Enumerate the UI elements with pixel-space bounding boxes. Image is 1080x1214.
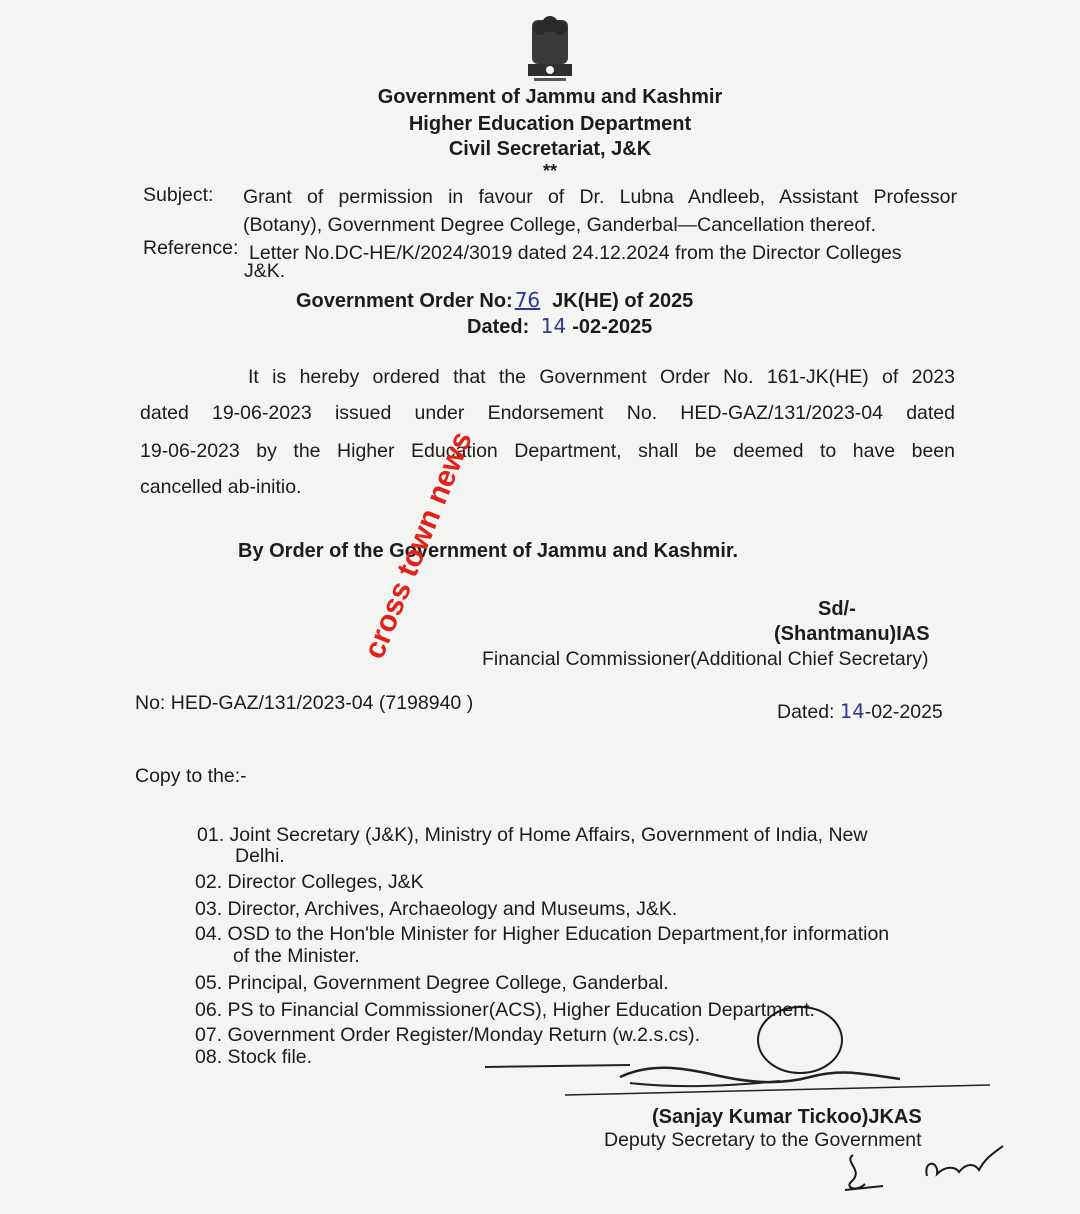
- deputy-name: (Sanjay Kumar Tickoo)JKAS: [652, 1106, 922, 1128]
- copy-to-item: 08. Stock file.: [195, 1046, 313, 1068]
- body-line-2: dated 19-06-2023 issued under Endorsement No. HED-GAZ/131/2023-04 dated: [140, 402, 955, 424]
- order-prefix: Government Order No:: [296, 290, 513, 312]
- order-dated-label: Dated:: [467, 316, 530, 338]
- handwritten-initials: [835, 1140, 1025, 1200]
- endorsement-dated-rest: -02-2025: [864, 701, 943, 723]
- reference-line-1: Letter No.DC-HE/K/2024/3019 dated 24.12.2024 from the Director Colleges: [249, 242, 902, 264]
- copy-to-item: 07. Government Order Register/Monday Return (w.2.s.cs).: [195, 1024, 701, 1046]
- order-number: 76: [514, 288, 541, 312]
- endorsement-dated: [777, 700, 943, 724]
- subject-line-2: (Botany), Government Degree College, Ganderbal—Cancellation thereof.: [243, 214, 877, 236]
- order-suffix: JK(HE) of 2025: [552, 290, 694, 312]
- order-dated-line: [467, 314, 652, 339]
- endorsement-dated-day: 14: [839, 700, 865, 723]
- signatory-sd: Sd/-: [818, 598, 856, 620]
- watermark-text: cross town news: [357, 426, 479, 664]
- body-line-1: It is hereby ordered that the Government Order No. 161-JK(HE) of 2023: [248, 366, 955, 388]
- copy-to-item: 04. OSD to the Hon'ble Minister for Higher Education Department,for information: [195, 923, 890, 945]
- copy-to-heading: Copy to the:-: [135, 765, 247, 787]
- header-line-1: Government of Jammu and Kashmir: [377, 86, 723, 108]
- copy-to-item: of the Minister.: [233, 945, 360, 967]
- subject-label: Subject:: [143, 184, 214, 206]
- reference-label: Reference:: [143, 237, 239, 259]
- copy-to-item: 03. Director, Archives, Archaeology and Museums, J&K.: [195, 898, 678, 920]
- copy-to-item: 06. PS to Financial Commissioner(ACS), Higher Education Department.: [195, 999, 815, 1021]
- order-number-line: [296, 288, 693, 313]
- copy-to-item: 01. Joint Secretary (J&K), Ministry of Home Affairs, Government of India, New: [197, 824, 868, 846]
- deputy-title: Deputy Secretary to the Government: [604, 1129, 922, 1151]
- order-dated-rest: -02-2025: [572, 316, 653, 338]
- copy-to-item: Delhi.: [235, 845, 285, 867]
- subject-line-1: Grant of permission in favour of Dr. Lubna Andleeb, Assistant Professor: [243, 186, 957, 208]
- header-line-3: Civil Secretariat, J&K: [448, 138, 652, 160]
- handwritten-signature: [480, 1055, 1000, 1105]
- header-stars: **: [542, 161, 557, 181]
- endorsement-number: No: HED-GAZ/131/2023-04 (7198940 ): [135, 692, 474, 714]
- state-emblem-icon: [518, 14, 582, 84]
- order-dated-day: 14: [540, 314, 567, 338]
- reference-line-2: J&K.: [244, 260, 286, 282]
- header-line-2: Higher Education Department: [408, 113, 692, 135]
- body-line-3: 19-06-2023 by the Higher Education Department, shall be deemed to have been: [140, 440, 955, 462]
- copy-to-item: 05. Principal, Government Degree College, Ganderbal.: [195, 972, 669, 994]
- endorsement-dated-label: Dated:: [777, 701, 835, 723]
- body-line-4: cancelled ab-initio.: [140, 476, 302, 498]
- copy-to-item: 02. Director Colleges, J&K: [195, 871, 424, 893]
- signatory-name: (Shantmanu)IAS: [774, 623, 930, 645]
- signatory-title: Financial Commissioner(Additional Chief Secretary): [482, 648, 929, 670]
- by-order-line: By Order of the Government of Jammu and Kashmir.: [238, 540, 739, 562]
